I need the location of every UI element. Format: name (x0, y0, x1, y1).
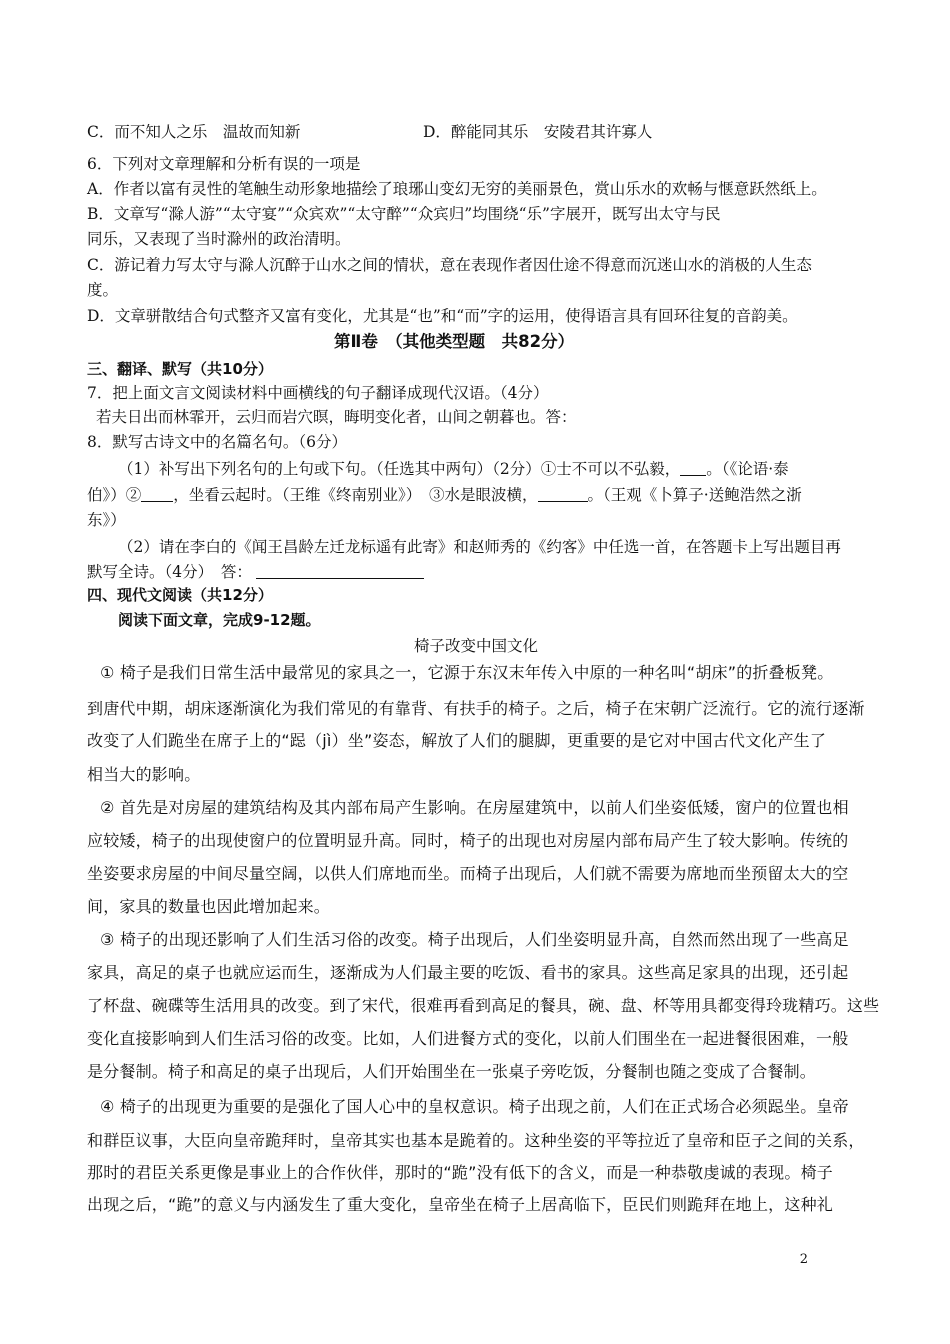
answer-blank-1[interactable] (680, 459, 706, 476)
q6-option-c-line2: 度。 (87, 281, 119, 299)
page-number: 2 (799, 1252, 808, 1267)
paragraph-line: 那时的君臣关系更像是事业上的合作伙伴，那时的“跪”没有低下的含义，而是一种恭敬虔诚的表现。椅子 (87, 1163, 833, 1182)
q8-part2-line1: （2）请在李白的《闻王昌龄左迁龙标遥有此寄》和赵师秀的《约客》中任选一首，在答题卡上写出题目再 (118, 538, 841, 556)
paragraph-line: 坐姿要求房屋的中间尽量空阔，以供人们席地而坐。而椅子出现后，人们就不需要为席地而坐预留太大的空 (87, 864, 849, 883)
q8-part1-text-a-end: 。（《论语·泰 (706, 460, 789, 478)
q8-part2-line2 (87, 561, 424, 583)
paragraph-line: 改变了人们跪坐在席子上的“跽（jì）坐”姿态，解放了人们的腿脚，更重要的是它对中国古代文化产生了 (87, 731, 827, 750)
paragraph-line: ④ 椅子的出现更为重要的是强化了国人心中的皇权意识。椅子出现之前，人们在正式场合必须跽坐。皇帝 (100, 1097, 849, 1116)
section-3-heading: 三、翻译、默写（共10分） (87, 360, 273, 378)
paragraph-line: 应较矮，椅子的出现使窗户的位置明显升高。同时，椅子的出现也对房屋内部布局产生了较大影响。传统的 (87, 831, 849, 850)
q6-option-a: A．作者以富有灵性的笔触生动形象地描绘了琅琊山变幻无穷的美丽景色，赏山乐水的欢畅与惬意跃然纸上。 (87, 180, 827, 198)
paragraph-line: 家具，高足的桌子也就应运而生，逐渐成为人们最主要的吃饭、看书的家具。这些高足家具的出现，还引起 (87, 963, 849, 982)
q8-part1-line2 (87, 484, 802, 506)
section-4-heading: 四、现代文阅读（共12分） (87, 586, 273, 604)
answer-blank-4[interactable] (256, 562, 424, 579)
paragraph-line: ③ 椅子的出现还影响了人们生活习俗的改变。椅子出现后，人们坐姿明显升高，自然而然出现了一些高足 (100, 930, 849, 949)
q8-part1-text-b-mid: ，坐看云起时。（王维《终南别业》） ③水是眼波横， (173, 486, 538, 504)
choice-d: D．醉能同其乐 安陵君其许寡人 (423, 123, 653, 141)
q8-part1-line1 (118, 458, 789, 480)
q6-option-b-line1: B．文章写“滁人游”“太守宴”“众宾欢”“太守醉”“众宾归”均围绕“乐”字展开，既写出太守与民 (87, 205, 721, 223)
section-4-instruction: 阅读下面文章，完成9-12题。 (118, 611, 321, 629)
paragraph-line: 变化直接影响到人们生活习俗的改变。比如，人们进餐方式的变化，以前人们围坐在一起进餐很困难，一般 (87, 1029, 849, 1048)
paragraph-line: ① 椅子是我们日常生活中最常见的家具之一，它源于东汉末年传入中原的一种名叫“胡床”的折叠板凳。 (100, 663, 834, 682)
q7-sentence: 若夫日出而林霏开，云归而岩穴暝，晦明变化者，山间之朝暮也。答： (96, 408, 577, 426)
q8-part2-text: 默写全诗。（4分） 答： (87, 563, 252, 581)
paragraph-line: 出现之后，“跪”的意义与内涵发生了重大变化，皇帝坐在椅子上居高临下，臣民们则跪拜在地上，这种礼 (87, 1195, 833, 1214)
q7-stem: 7．把上面文言文阅读材料中画横线的句子翻译成现代汉语。（4分） (87, 384, 549, 402)
q6-option-b-line2: 同乐，又表现了当时滁州的政治清明。 (87, 230, 351, 248)
q6-stem: 6．下列对文章理解和分析有误的一项是 (87, 155, 361, 173)
q8-stem: 8．默写古诗文中的名篇名句。（6分） (87, 433, 347, 451)
q6-option-c-line1: C．游记着力写太守与滁人沉醉于山水之间的情状，意在表现作者因仕途不得意而沉迷山水的消极的人生态 (87, 256, 812, 274)
paragraph-line: 和群臣议事，大臣向皇帝跪拜时，皇帝其实也基本是跪着的。这种坐姿的平等拉近了皇帝和臣子之间的关系， (87, 1131, 865, 1150)
q8-part1-text-b-end: 。（王观《卜算子·送鲍浩然之浙 (587, 486, 802, 504)
paragraph-line: 是分餐制。椅子和高足的桌子出现后，人们开始围坐在一张桌子旁吃饭，分餐制也随之变成了合餐制。 (87, 1062, 817, 1081)
paragraph-line: 到唐代中期，胡床逐渐演化为我们常见的有靠背、有扶手的椅子。之后，椅子在宋朝广泛流行。它的流行逐渐 (87, 699, 865, 718)
q8-part1-text-a: （1）补写出下列名句的上句或下句。（任选其中两句）（2分）①士不可以不弘毅， (118, 460, 681, 478)
volume-2-title: 第Ⅱ卷 （其他类型题 共82分） (334, 332, 575, 351)
q8-part1-text-b: 伯》）② (87, 486, 142, 504)
answer-blank-3[interactable] (538, 485, 588, 502)
paragraph-line: 了杯盘、碗碟等生活用具的改变。到了宋代，很难再看到高足的餐具，碗、盘、杯等用具都变得玲珑精巧。这些 (87, 996, 880, 1015)
paragraph-line: ② 首先是对房屋的建筑结构及其内部布局产生影响。在房屋建筑中，以前人们坐姿低矮，窗户的位置也相 (100, 798, 849, 817)
article-title: 椅子改变中国文化 (414, 637, 539, 655)
q8-part1-line3: 东》） (87, 511, 126, 529)
choice-c: C．而不知人之乐 温故而知新 (87, 123, 301, 141)
paragraph-line: 间，家具的数量也因此增加起来。 (87, 897, 331, 916)
q6-option-d: D．文章骈散结合句式整齐又富有变化，尤其是“也”和“而”字的运用，使得语言具有回环往复的音韵美。 (87, 307, 798, 325)
answer-blank-2[interactable] (141, 485, 173, 502)
paragraph-line: 相当大的影响。 (87, 765, 201, 784)
